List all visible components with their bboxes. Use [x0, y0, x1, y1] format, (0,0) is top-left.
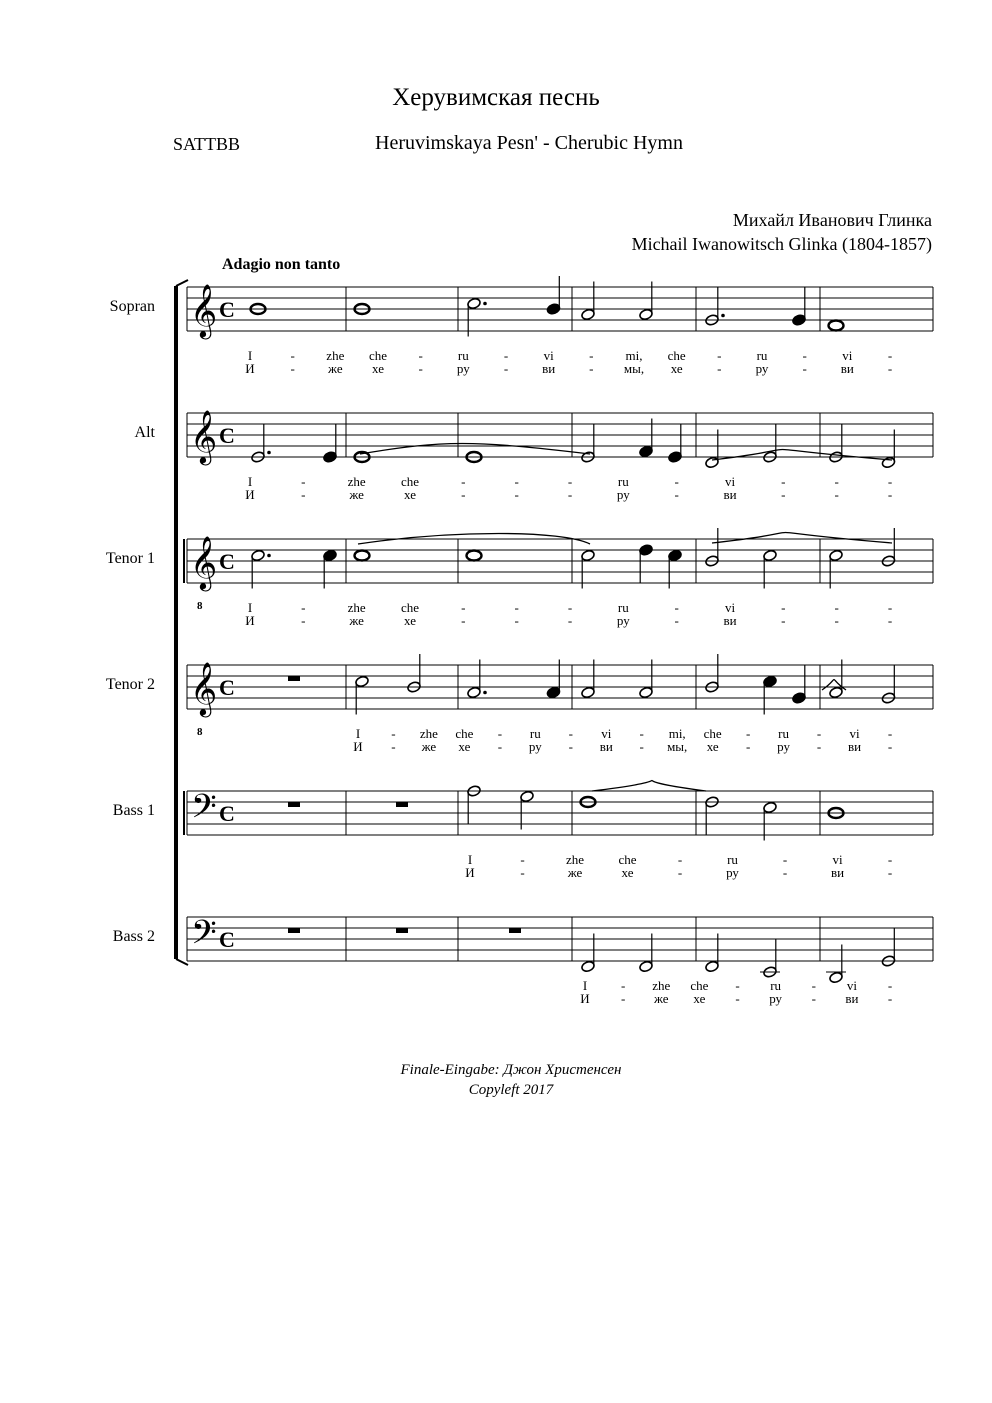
lyric-cyrillic: -	[887, 865, 893, 880]
lyric-cyrillic: ру	[726, 865, 739, 880]
lyric-latin: zhe	[347, 474, 366, 489]
lyric-latin: ru	[457, 348, 469, 363]
whole-rest	[288, 802, 300, 807]
augmentation-dot	[267, 554, 271, 558]
lyric-cyrillic: хе	[621, 865, 634, 880]
lyric-cyrillic: -	[301, 487, 306, 502]
lyric-cyrillic: -	[567, 613, 573, 628]
lyric-latin: ru	[617, 474, 629, 489]
lyric-cyrillic: мы,	[667, 739, 688, 754]
lyric-cyrillic: ру	[616, 613, 630, 628]
lyric-latin: -	[391, 726, 396, 741]
lyric-latin: -	[674, 474, 679, 489]
lyric-cyrillic: хе	[706, 739, 719, 754]
footer-copyleft: Copyleft 2017	[468, 1082, 554, 1098]
augmentation-dot	[483, 691, 487, 695]
lyric-latin: -	[461, 600, 466, 615]
lyric-cyrillic: -	[391, 739, 396, 754]
lyric-cyrillic: хе	[372, 361, 384, 376]
lyric-cyrillic: -	[887, 361, 893, 376]
voice-name-alt: Alt	[134, 424, 155, 441]
whole-rest	[288, 928, 300, 933]
lyric-latin: vi	[724, 474, 736, 489]
lyric-latin: che	[455, 726, 474, 741]
lyric-latin: -	[290, 348, 295, 363]
lyric-cyrillic: ру	[528, 739, 542, 754]
quarter-note	[546, 686, 561, 699]
lyric-latin: ru	[770, 978, 782, 993]
quarter-note	[763, 675, 778, 688]
lyric-latin: I	[467, 852, 473, 867]
lyric-cyrillic: хе	[404, 613, 416, 628]
half-note	[705, 456, 720, 469]
lyric-latin: -	[816, 726, 822, 741]
composer-latin: Michail Iwanowitsch Glinka (1804-1857)	[631, 234, 932, 254]
lyric-latin: -	[735, 978, 740, 993]
lyric-cyrillic: -	[503, 361, 509, 376]
lyric-latin: zhe	[419, 726, 438, 741]
lyric-cyrillic: -	[301, 613, 306, 628]
quarter-note	[668, 451, 683, 464]
lyric-latin: vi	[849, 726, 860, 741]
lyric-latin: -	[745, 726, 751, 741]
lyric-latin: -	[834, 600, 839, 615]
voice-name-bass-1: Bass 1	[112, 802, 155, 819]
half-note	[829, 971, 844, 984]
lyric-latin: zhe	[652, 978, 671, 993]
lyric-cyrillic: ви	[840, 361, 854, 376]
slur	[712, 533, 892, 544]
half-note	[639, 308, 654, 321]
lyric-latin: -	[568, 726, 573, 741]
composer-cyrillic: Михайл Ивaнович Глинка	[732, 210, 932, 230]
lyric-cyrillic: ви	[542, 361, 556, 376]
treble-clef: 𝄞	[190, 661, 218, 715]
lyric-latin: vi	[832, 852, 843, 867]
bracket-hook-bottom	[176, 959, 188, 965]
half-note	[763, 549, 778, 562]
lyric-cyrillic: хе	[404, 487, 416, 502]
half-note	[829, 549, 844, 562]
page-title: Херувимская песнь	[392, 84, 600, 111]
lyric-latin: -	[639, 726, 644, 741]
lyric-cyrillic: ру	[456, 361, 470, 376]
lyric-cyrillic: -	[677, 865, 683, 880]
lyric-cyrillic: -	[589, 361, 594, 376]
lyric-cyrillic: -	[745, 739, 751, 754]
lyric-latin: -	[887, 600, 893, 615]
slur	[592, 781, 706, 792]
lyric-cyrillic: же	[567, 865, 583, 880]
lyric-cyrillic: ви	[723, 613, 737, 628]
time-signature: C	[219, 927, 235, 952]
half-note	[581, 960, 596, 973]
lyric-latin: -	[418, 348, 423, 363]
lyric-cyrillic: -	[782, 865, 788, 880]
half-note	[581, 308, 596, 321]
lyric-cyrillic: -	[834, 613, 839, 628]
whole-rest	[288, 676, 300, 681]
bass-clef: 𝄢	[191, 788, 217, 834]
lyric-latin: -	[461, 474, 466, 489]
half-note	[639, 960, 654, 973]
lyric-cyrillic: -	[514, 613, 519, 628]
lyric-cyrillic: -	[567, 487, 573, 502]
quarter-note	[323, 451, 338, 464]
lyric-latin: -	[811, 978, 816, 993]
lyric-cyrillic: -	[811, 991, 816, 1006]
lyric-cyrillic: же	[349, 613, 364, 628]
lyric-cyrillic: -	[781, 613, 786, 628]
lyric-cyrillic: хе	[670, 361, 683, 376]
lyric-latin: ru	[756, 348, 768, 363]
lyric-cyrillic: -	[717, 361, 722, 376]
augmentation-dot	[267, 451, 271, 455]
bass-clef: 𝄢	[191, 914, 217, 960]
lyric-latin: -	[802, 348, 807, 363]
lyric-latin: -	[677, 852, 683, 867]
lyric-latin: che	[667, 348, 686, 363]
lyric-cyrillic: ви	[723, 487, 737, 502]
voice-name-tenor-1: Tenor 1	[105, 550, 155, 567]
lyric-latin: -	[503, 348, 509, 363]
voice-name-tenor-2: Tenor 2	[105, 676, 155, 693]
treble-clef: 𝄞	[190, 409, 218, 463]
lyric-cyrillic: -	[887, 739, 893, 754]
half-note	[251, 549, 266, 562]
lyric-latin: ru	[778, 726, 790, 741]
lyric-latin: -	[887, 474, 893, 489]
lyric-latin: -	[782, 852, 788, 867]
slur	[712, 450, 892, 461]
lyric-cyrillic: И	[245, 613, 255, 628]
half-note	[829, 686, 844, 699]
lyric-latin: -	[781, 600, 786, 615]
quarter-note	[639, 544, 654, 557]
lyric-cyrillic: хе	[458, 739, 471, 754]
lyric-cyrillic: И	[353, 739, 363, 754]
time-signature: C	[219, 297, 235, 322]
treble-clef: 𝄞	[190, 283, 218, 337]
lyric-cyrillic: -	[290, 361, 295, 376]
half-note	[705, 960, 720, 973]
lyric-latin: vi	[842, 348, 853, 363]
lyric-cyrillic: -	[735, 991, 740, 1006]
lyric-latin: -	[887, 852, 893, 867]
lyric-cyrillic: -	[802, 361, 807, 376]
voice-name-bass-2: Bass 2	[112, 928, 155, 945]
lyric-latin: I	[247, 474, 253, 489]
lyric-cyrillic: -	[620, 991, 626, 1006]
lyric-cyrillic: -	[674, 487, 679, 502]
voicing-label: SATTBB	[173, 134, 241, 154]
lyric-latin: zhe	[326, 348, 345, 363]
lyric-latin: -	[887, 726, 893, 741]
lyric-cyrillic: мы,	[623, 361, 645, 376]
lyric-latin: I	[582, 978, 588, 993]
treble-clef: 𝄞	[190, 535, 218, 589]
half-note	[581, 549, 596, 562]
quarter-note	[323, 549, 338, 562]
quarter-note	[792, 692, 807, 705]
quarter-note	[639, 445, 654, 458]
whole-rest	[396, 928, 408, 933]
lyric-cyrillic: ви	[599, 739, 613, 754]
lyric-cyrillic: ру	[769, 991, 783, 1006]
lyric-latin: ru	[727, 852, 738, 867]
time-signature: C	[219, 675, 235, 700]
lyric-cyrillic: -	[674, 613, 679, 628]
lyric-cyrillic: -	[639, 739, 644, 754]
lyric-cyrillic: -	[887, 613, 893, 628]
lyric-cyrillic: -	[887, 991, 893, 1006]
quarter-note	[668, 549, 683, 562]
lyric-latin: I	[247, 600, 253, 615]
lyric-cyrillic: -	[834, 487, 839, 502]
voice-name-sopran: Sopran	[109, 298, 155, 315]
lyric-cyrillic: ру	[777, 739, 791, 754]
lyric-latin: -	[301, 474, 306, 489]
lyric-cyrillic: -	[520, 865, 525, 880]
lyric-latin: che	[703, 726, 722, 741]
lyric-cyrillic: ру	[616, 487, 630, 502]
half-note	[763, 801, 778, 814]
lyric-latin: -	[567, 600, 573, 615]
lyric-latin: vi	[601, 726, 612, 741]
whole-note	[467, 551, 482, 561]
octave-marker: 8	[197, 600, 203, 612]
lyric-cyrillic: -	[816, 739, 822, 754]
lyric-cyrillic: -	[514, 487, 519, 502]
lyric-latin: -	[717, 348, 722, 363]
lyric-cyrillic: же	[421, 739, 437, 754]
lyric-latin: che	[400, 600, 420, 615]
lyric-cyrillic: И	[245, 487, 255, 502]
lyric-latin: zhe	[565, 852, 585, 867]
half-note	[639, 686, 654, 699]
lyric-cyrillic: -	[497, 739, 503, 754]
subtitle: Heruvimskaya Pesn' - Cherubic Hymn	[375, 132, 683, 154]
tempo-marking: Adagio non tanto	[222, 256, 341, 273]
lyric-latin: vi	[724, 600, 736, 615]
lyric-latin: -	[497, 726, 503, 741]
lyric-cyrillic: -	[461, 487, 466, 502]
augmentation-dot	[721, 314, 725, 318]
time-signature: C	[219, 549, 235, 574]
lyric-cyrillic: ви	[847, 739, 862, 754]
lyric-latin: -	[620, 978, 626, 993]
lyric-latin: -	[520, 852, 525, 867]
lyric-cyrillic: же	[328, 361, 343, 376]
lyric-cyrillic: -	[568, 739, 573, 754]
lyric-latin: ru	[617, 600, 629, 615]
lyric-cyrillic: И	[580, 991, 590, 1006]
lyric-latin: -	[887, 348, 893, 363]
lyric-latin: -	[781, 474, 786, 489]
lyric-latin: che	[368, 348, 388, 363]
augmentation-dot	[483, 302, 487, 306]
lyric-latin: che	[400, 474, 420, 489]
lyric-cyrillic: ви	[830, 865, 845, 880]
quarter-note	[792, 314, 807, 327]
lyric-cyrillic: -	[887, 487, 893, 502]
lyric-latin: I	[355, 726, 361, 741]
lyric-latin: -	[567, 474, 573, 489]
lyric-latin: ru	[529, 726, 541, 741]
lyric-cyrillic: -	[418, 361, 423, 376]
lyric-cyrillic: -	[461, 613, 466, 628]
lyric-latin: zhe	[347, 600, 366, 615]
lyric-cyrillic: же	[349, 487, 364, 502]
lyric-latin: I	[247, 348, 253, 363]
lyric-latin: che	[690, 978, 709, 993]
half-note	[881, 456, 896, 469]
lyric-latin: -	[514, 474, 519, 489]
lyric-latin: vi	[846, 978, 857, 993]
octave-marker: 8	[197, 726, 203, 738]
lyric-cyrillic: ви	[845, 991, 859, 1006]
lyric-cyrillic: -	[781, 487, 786, 502]
lyric-cyrillic: ру	[755, 361, 769, 376]
lyric-latin: -	[301, 600, 306, 615]
footer-credit: Finale-Eingabe: Джон Христенсен	[400, 1062, 622, 1078]
lyric-cyrillic: хе	[693, 991, 706, 1006]
lyric-latin: -	[674, 600, 679, 615]
half-note	[467, 297, 482, 310]
lyric-cyrillic: И	[245, 361, 255, 376]
lyric-latin: mi,	[668, 726, 686, 741]
half-note	[355, 675, 370, 688]
lyric-cyrillic: И	[465, 865, 475, 880]
lyric-latin: mi,	[625, 348, 643, 363]
whole-note	[355, 551, 370, 561]
whole-rest	[396, 802, 408, 807]
lyric-latin: che	[618, 852, 637, 867]
quarter-note	[546, 303, 561, 316]
time-signature: C	[219, 423, 235, 448]
lyric-latin: vi	[543, 348, 554, 363]
lyric-latin: -	[589, 348, 594, 363]
time-signature: C	[219, 801, 235, 826]
lyric-latin: -	[834, 474, 839, 489]
bracket-hook-top	[176, 280, 188, 286]
lyric-latin: -	[514, 600, 519, 615]
half-note	[581, 686, 596, 699]
lyric-cyrillic: же	[653, 991, 669, 1006]
whole-note	[829, 321, 844, 331]
half-note	[520, 790, 535, 803]
lyric-latin: -	[887, 978, 893, 993]
whole-rest	[509, 928, 521, 933]
half-note	[467, 686, 482, 699]
